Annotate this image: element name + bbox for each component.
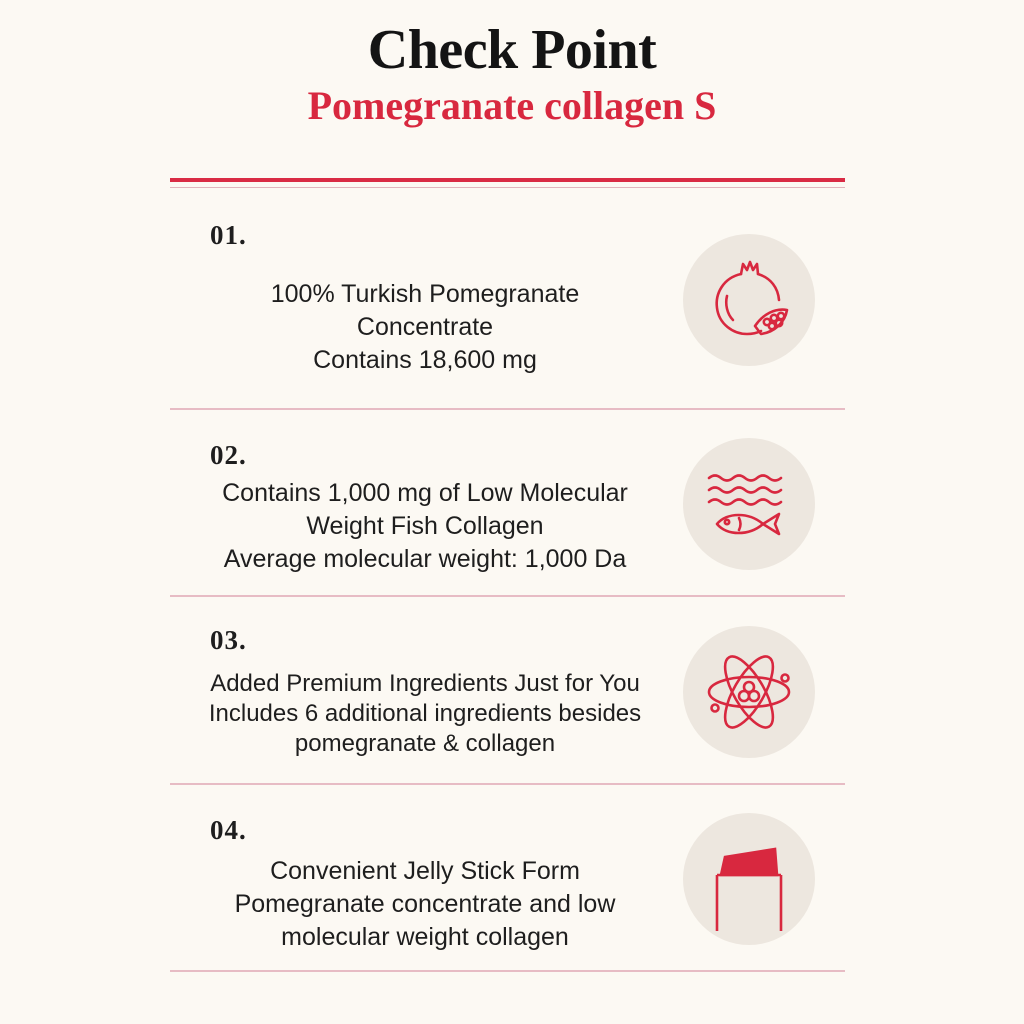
description-line: molecular weight collagen bbox=[281, 923, 569, 951]
point-number: 04. bbox=[210, 815, 247, 845]
point-description bbox=[150, 669, 700, 759]
point-description bbox=[150, 278, 700, 377]
section-divider bbox=[170, 783, 845, 785]
description-line: Convenient Jelly Stick Form bbox=[270, 857, 580, 885]
description-line: Includes 6 additional ingredients besides bbox=[208, 700, 642, 727]
page-title: Check Point bbox=[367, 19, 657, 81]
description-line: 100% Turkish Pomegranate bbox=[270, 280, 580, 308]
atom-icon bbox=[683, 626, 815, 758]
description-line: Average molecular weight: 1,000 Da bbox=[223, 545, 627, 573]
point-number: 02. bbox=[210, 440, 247, 470]
point-description bbox=[150, 477, 700, 576]
product-subtitle: Pomegranate collagen S bbox=[307, 83, 717, 128]
header-rule-thin bbox=[170, 187, 845, 188]
pomegranate-icon bbox=[683, 234, 815, 366]
description-line: pomegranate & collagen bbox=[294, 730, 556, 757]
description-line: Added Premium Ingredients Just for You bbox=[210, 670, 640, 697]
description-line: Contains 18,600 mg bbox=[313, 346, 537, 374]
section-divider bbox=[170, 595, 845, 597]
description-line: Contains 1,000 mg of Low Molecular bbox=[222, 479, 628, 507]
point-number: 01. bbox=[210, 220, 247, 250]
header-rule-thick bbox=[170, 178, 845, 182]
fish-waves-icon bbox=[683, 438, 815, 570]
description-line: Concentrate bbox=[356, 313, 494, 341]
jelly-stick-icon bbox=[683, 813, 815, 945]
section-divider bbox=[170, 970, 845, 972]
description-line: Weight Fish Collagen bbox=[306, 512, 544, 540]
description-line: Pomegranate concentrate and low bbox=[234, 890, 616, 918]
point-description bbox=[150, 855, 700, 954]
point-number: 03. bbox=[210, 625, 247, 655]
section-divider bbox=[170, 408, 845, 410]
